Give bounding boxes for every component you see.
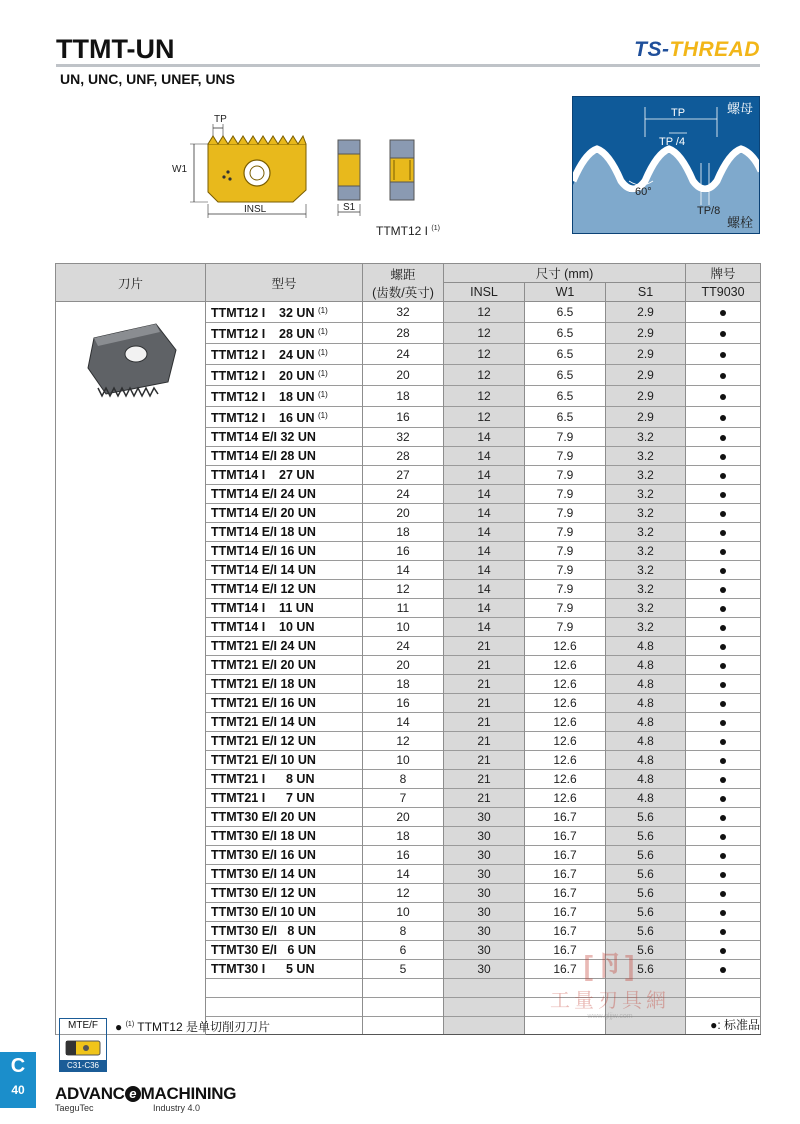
insl-cell: 21	[444, 637, 525, 656]
grade-cell	[686, 599, 761, 618]
s1-cell: 5.6	[606, 941, 686, 960]
model-cell: TTMT21 E/I 14 UN	[206, 713, 363, 732]
insl-cell: 30	[444, 884, 525, 903]
w1-cell: 16.7	[525, 827, 606, 846]
pitch-cell: 20	[363, 504, 444, 523]
standard-dot-icon	[720, 758, 726, 764]
grade-cell	[686, 504, 761, 523]
model-cell: TTMT12 I 32 UN $^{(1)}$	[206, 302, 363, 323]
standard-dot-icon	[720, 331, 726, 337]
pitch-cell: 8	[363, 922, 444, 941]
standard-dot-icon	[720, 352, 726, 358]
s1-cell: 5.6	[606, 922, 686, 941]
w1-cell: 12.6	[525, 789, 606, 808]
w1-cell: 16.7	[525, 865, 606, 884]
w1-cell: 16.7	[525, 922, 606, 941]
w1-cell: 7.9	[525, 542, 606, 561]
standard-dot-icon	[720, 929, 726, 935]
w1-cell: 6.5	[525, 302, 606, 323]
w1-cell: 16.7	[525, 960, 606, 979]
standard-dot-icon	[720, 834, 726, 840]
insl-label: INSL	[244, 204, 267, 215]
pitch-cell	[363, 979, 444, 998]
model-cell: TTMT21 I 7 UN	[206, 789, 363, 808]
standard-dot-icon	[720, 720, 726, 726]
thread-profile-diagram	[572, 96, 760, 234]
s1-cell: 5.6	[606, 903, 686, 922]
grade-cell	[686, 637, 761, 656]
pitch-cell: 7	[363, 789, 444, 808]
s1-cell: 3.2	[606, 580, 686, 599]
insl-cell: 30	[444, 846, 525, 865]
grade-cell	[686, 485, 761, 504]
model-cell: TTMT14 I 10 UN	[206, 618, 363, 637]
standard-dot-icon	[720, 606, 726, 612]
pitch-cell: 32	[363, 428, 444, 447]
insl-cell: 14	[444, 561, 525, 580]
s1-cell: 5.6	[606, 846, 686, 865]
s1-cell: 5.6	[606, 827, 686, 846]
grade-cell	[686, 827, 761, 846]
w1-cell: 7.9	[525, 504, 606, 523]
pitch-cell: 32	[363, 302, 444, 323]
s1-cell: 4.8	[606, 637, 686, 656]
pitch-cell: 16	[363, 846, 444, 865]
w1-cell: 12.6	[525, 656, 606, 675]
pitch-cell: 16	[363, 407, 444, 428]
s1-cell: 4.8	[606, 713, 686, 732]
w1-cell: 7.9	[525, 618, 606, 637]
s1-cell: 4.8	[606, 656, 686, 675]
standard-dot-icon	[720, 891, 726, 897]
standard-dot-icon	[720, 739, 726, 745]
grade-cell	[686, 694, 761, 713]
w1-cell: 7.9	[525, 580, 606, 599]
grade-cell	[686, 618, 761, 637]
w1-cell: 12.6	[525, 694, 606, 713]
pitch-cell: 14	[363, 561, 444, 580]
w1-cell: 7.9	[525, 523, 606, 542]
standard-dot-icon	[720, 473, 726, 479]
section-tab: C 40	[0, 1052, 36, 1108]
pitch-cell: 11	[363, 599, 444, 618]
insl-cell: 14	[444, 485, 525, 504]
pitch-cell: 18	[363, 675, 444, 694]
model-cell: TTMT14 E/I 20 UN	[206, 504, 363, 523]
model-cell: TTMT14 I 11 UN	[206, 599, 363, 618]
tp-label: TP	[214, 114, 227, 125]
insl-cell: 21	[444, 713, 525, 732]
w1-cell: 7.9	[525, 485, 606, 504]
s1-cell: 3.2	[606, 523, 686, 542]
model-cell: TTMT14 E/I 16 UN	[206, 542, 363, 561]
w1-cell: 7.9	[525, 447, 606, 466]
standard-dot-icon	[720, 948, 726, 954]
pitch-cell: 24	[363, 637, 444, 656]
s1-cell: 3.2	[606, 428, 686, 447]
thread-tp-label: TP	[671, 107, 686, 119]
model-cell: TTMT14 I 27 UN	[206, 466, 363, 485]
nut-label: 螺母	[727, 102, 754, 117]
w1-cell: 16.7	[525, 903, 606, 922]
w1-label: W1	[172, 164, 187, 175]
bolt-label: 螺栓	[727, 216, 754, 231]
insl-cell	[444, 979, 525, 998]
grade-cell	[686, 386, 761, 407]
s1-cell: 2.9	[606, 323, 686, 344]
thread-standards: UN, UNC, UNF, UNEF, UNS	[60, 71, 236, 87]
model-cell: TTMT12 I 16 UN $^{(1)}$	[206, 407, 363, 428]
s1-cell: 5.6	[606, 865, 686, 884]
pitch-cell: 10	[363, 751, 444, 770]
grade-cell	[686, 675, 761, 694]
standard-dot-icon	[720, 454, 726, 460]
insl-cell: 14	[444, 447, 525, 466]
insl-cell: 12	[444, 365, 525, 386]
standard-dot-icon	[720, 310, 726, 316]
s1-cell: 3.2	[606, 485, 686, 504]
grade-cell	[686, 561, 761, 580]
insl-cell	[444, 997, 525, 1016]
w1-cell: 12.6	[525, 732, 606, 751]
mte-reference-box[interactable]: MTE/F C31-C36	[59, 1018, 107, 1072]
standard-legend: ●: 标准品	[710, 1018, 760, 1032]
model-cell: TTMT21 E/I 20 UN	[206, 656, 363, 675]
model-cell: TTMT14 E/I 14 UN	[206, 561, 363, 580]
s1-cell: 5.6	[606, 808, 686, 827]
header-grade: 牌号	[686, 264, 761, 283]
pitch-cell	[363, 997, 444, 1016]
s1-cell: 5.6	[606, 960, 686, 979]
standard-dot-icon	[720, 796, 726, 802]
model-cell: TTMT14 E/I 18 UN	[206, 523, 363, 542]
model-cell: TTMT14 E/I 28 UN	[206, 447, 363, 466]
w1-cell: 16.7	[525, 941, 606, 960]
standard-dot-icon	[720, 701, 726, 707]
model-cell: TTMT30 E/I 18 UN	[206, 827, 363, 846]
insl-cell: 12	[444, 302, 525, 323]
w1-cell: 16.7	[525, 884, 606, 903]
s1-cell: 5.6	[606, 884, 686, 903]
pitch-cell: 16	[363, 694, 444, 713]
diagram-caption: TTMT12 I $^{(1)}$	[376, 224, 440, 238]
s1-cell: 4.8	[606, 675, 686, 694]
grade-cell	[686, 960, 761, 979]
standard-dot-icon	[720, 587, 726, 593]
header-grade-name: TT9030	[686, 283, 761, 302]
insl-cell: 14	[444, 542, 525, 561]
pitch-cell: 18	[363, 523, 444, 542]
model-cell: TTMT14 E/I 32 UN	[206, 428, 363, 447]
w1-cell: 12.6	[525, 675, 606, 694]
s1-cell: 4.8	[606, 732, 686, 751]
w1-cell: 16.7	[525, 846, 606, 865]
insl-cell: 12	[444, 386, 525, 407]
insl-cell: 21	[444, 694, 525, 713]
pitch-cell: 20	[363, 656, 444, 675]
insl-cell: 30	[444, 827, 525, 846]
header-dims: 尺寸 (mm)	[444, 264, 686, 283]
tagline: Industry 4.0	[153, 1103, 201, 1113]
standard-dot-icon	[720, 663, 726, 669]
s1-cell: 3.2	[606, 561, 686, 580]
grade-cell	[686, 884, 761, 903]
standard-dot-icon	[720, 415, 726, 421]
model-cell: TTMT21 E/I 10 UN	[206, 751, 363, 770]
w1-cell: 7.9	[525, 428, 606, 447]
grade-cell	[686, 580, 761, 599]
w1-cell: 7.9	[525, 561, 606, 580]
insl-cell: 30	[444, 960, 525, 979]
pitch-cell: 6	[363, 941, 444, 960]
insl-cell: 30	[444, 922, 525, 941]
grade-cell	[686, 846, 761, 865]
brand-logo: TS-THREAD	[634, 38, 760, 61]
w1-cell: 12.6	[525, 751, 606, 770]
grade-cell	[686, 302, 761, 323]
model-cell: TTMT30 E/I 14 UN	[206, 865, 363, 884]
grade-cell	[686, 323, 761, 344]
model-cell: TTMT21 E/I 24 UN	[206, 637, 363, 656]
insl-cell: 12	[444, 344, 525, 365]
s1-cell: 4.8	[606, 751, 686, 770]
s1-cell: 3.2	[606, 447, 686, 466]
s1-cell: 4.8	[606, 770, 686, 789]
standard-dot-icon	[720, 394, 726, 400]
insert-spec-table	[55, 263, 761, 1035]
s1-cell: 3.2	[606, 618, 686, 637]
grade-cell	[686, 751, 761, 770]
standard-dot-icon	[720, 549, 726, 555]
grade-cell	[686, 979, 761, 998]
pitch-cell: 20	[363, 365, 444, 386]
advance-machining-logo: ADVANC e MACHINING	[55, 1084, 237, 1103]
insl-cell: 14	[444, 504, 525, 523]
grade-cell	[686, 770, 761, 789]
standard-dot-icon	[720, 373, 726, 379]
insl-cell: 21	[444, 751, 525, 770]
grade-cell	[686, 523, 761, 542]
insl-cell: 14	[444, 428, 525, 447]
pitch-cell: 12	[363, 580, 444, 599]
s1-cell: 2.9	[606, 365, 686, 386]
header-insert: 刀片	[56, 264, 206, 302]
grade-cell	[686, 903, 761, 922]
w1-cell: 6.5	[525, 386, 606, 407]
w1-cell: 6.5	[525, 344, 606, 365]
grade-cell	[686, 466, 761, 485]
model-cell: TTMT21 E/I 12 UN	[206, 732, 363, 751]
s1-cell: 4.8	[606, 694, 686, 713]
insl-cell: 21	[444, 732, 525, 751]
pitch-cell: 14	[363, 865, 444, 884]
grade-cell	[686, 732, 761, 751]
standard-dot-icon	[720, 967, 726, 973]
w1-cell: 7.9	[525, 599, 606, 618]
grade-cell	[686, 447, 761, 466]
s1-cell: 2.9	[606, 407, 686, 428]
standard-dot-icon	[720, 625, 726, 631]
w1-cell: 12.6	[525, 770, 606, 789]
insl-cell: 30	[444, 941, 525, 960]
standard-dot-icon	[720, 530, 726, 536]
standard-dot-icon	[720, 682, 726, 688]
grade-cell	[686, 997, 761, 1016]
standard-dot-icon	[720, 777, 726, 783]
w1-cell: 7.9	[525, 466, 606, 485]
insl-cell: 12	[444, 407, 525, 428]
insl-cell: 21	[444, 770, 525, 789]
model-cell: TTMT21 E/I 16 UN	[206, 694, 363, 713]
model-cell: TTMT21 I 8 UN	[206, 770, 363, 789]
pitch-cell: 24	[363, 344, 444, 365]
pitch-cell: 18	[363, 386, 444, 407]
insl-cell: 14	[444, 466, 525, 485]
insl-cell: 14	[444, 580, 525, 599]
grade-cell	[686, 865, 761, 884]
grade-cell	[686, 365, 761, 386]
model-cell: TTMT14 E/I 12 UN	[206, 580, 363, 599]
insl-cell	[444, 1016, 525, 1035]
insl-cell: 14	[444, 618, 525, 637]
pitch-cell: 24	[363, 485, 444, 504]
grade-cell	[686, 922, 761, 941]
grade-cell	[686, 344, 761, 365]
holder-icon	[64, 1035, 102, 1059]
w1-cell: 6.5	[525, 365, 606, 386]
pitch-cell: 18	[363, 827, 444, 846]
model-cell: TTMT12 I 28 UN $^{(1)}$	[206, 323, 363, 344]
model-cell: TTMT30 E/I 16 UN	[206, 846, 363, 865]
pitch-cell: 12	[363, 884, 444, 903]
standard-dot-icon	[720, 511, 726, 517]
s1-cell: 3.2	[606, 466, 686, 485]
standard-dot-icon	[720, 435, 726, 441]
model-cell: TTMT30 E/I 10 UN	[206, 903, 363, 922]
company-name: TaeguTec	[55, 1103, 94, 1113]
model-cell: TTMT21 E/I 18 UN	[206, 675, 363, 694]
model-cell: TTMT12 I 24 UN $^{(1)}$	[206, 344, 363, 365]
pitch-cell: 5	[363, 960, 444, 979]
model-cell: TTMT12 I 18 UN $^{(1)}$	[206, 386, 363, 407]
grade-cell	[686, 808, 761, 827]
grade-cell	[686, 941, 761, 960]
w1-cell: 12.6	[525, 713, 606, 732]
grade-cell	[686, 428, 761, 447]
s1-label: S1	[343, 202, 356, 213]
standard-dot-icon	[720, 644, 726, 650]
watermark-logo: [卪]	[583, 950, 637, 981]
pitch-cell: 28	[363, 447, 444, 466]
title-divider	[56, 64, 760, 67]
page-title: TTMT-UN	[56, 34, 175, 64]
insl-cell: 14	[444, 599, 525, 618]
model-cell	[206, 997, 363, 1016]
grade-cell	[686, 542, 761, 561]
w1-cell: 12.6	[525, 637, 606, 656]
insl-cell: 21	[444, 789, 525, 808]
pitch-cell: 10	[363, 618, 444, 637]
header-s1: S1	[606, 283, 686, 302]
grade-cell	[686, 407, 761, 428]
standard-dot-icon	[720, 872, 726, 878]
model-cell: TTMT30 E/I 20 UN	[206, 808, 363, 827]
grade-cell	[686, 789, 761, 808]
model-cell: TTMT14 E/I 24 UN	[206, 485, 363, 504]
page-number: 40	[11, 1083, 25, 1097]
s1-cell: 3.2	[606, 504, 686, 523]
standard-dot-icon	[720, 815, 726, 821]
w1-cell: 16.7	[525, 808, 606, 827]
standard-dot-icon	[720, 568, 726, 574]
grade-cell	[686, 713, 761, 732]
insl-cell: 30	[444, 903, 525, 922]
model-cell: TTMT30 E/I 12 UN	[206, 884, 363, 903]
header-model: 型号	[206, 264, 363, 302]
header-pitch: 螺距 (齿数/英寸)	[363, 264, 444, 302]
insert-dimension-diagram	[168, 112, 438, 224]
s1-cell: 2.9	[606, 302, 686, 323]
thread-angle-label: 60°	[635, 186, 652, 198]
model-cell: TTMT30 I 5 UN	[206, 960, 363, 979]
insert-image	[76, 316, 186, 402]
model-cell: TTMT30 E/I 6 UN	[206, 941, 363, 960]
standard-dot-icon	[720, 492, 726, 498]
w1-cell: 6.5	[525, 323, 606, 344]
model-cell	[206, 979, 363, 998]
thread-tp8-label: TP/8	[697, 205, 721, 217]
standard-dot-icon	[720, 853, 726, 859]
insl-cell: 21	[444, 656, 525, 675]
insl-cell: 12	[444, 323, 525, 344]
model-cell: TTMT30 E/I 8 UN	[206, 922, 363, 941]
insl-cell: 30	[444, 865, 525, 884]
pitch-cell: 16	[363, 542, 444, 561]
insl-cell: 21	[444, 675, 525, 694]
s1-cell: 2.9	[606, 386, 686, 407]
table-row	[56, 302, 761, 323]
pitch-cell: 14	[363, 713, 444, 732]
pitch-cell: 28	[363, 323, 444, 344]
s1-cell: 4.8	[606, 789, 686, 808]
watermark: [卪] 工量刃具網 www.gljjw.com	[540, 944, 680, 1010]
header-w1: W1	[525, 283, 606, 302]
s1-cell: 2.9	[606, 344, 686, 365]
s1-cell: 3.2	[606, 599, 686, 618]
pitch-cell	[363, 1016, 444, 1035]
w1-cell: 6.5	[525, 407, 606, 428]
pitch-cell: 8	[363, 770, 444, 789]
pitch-cell: 20	[363, 808, 444, 827]
model-cell: TTMT12 I 20 UN $^{(1)}$	[206, 365, 363, 386]
insl-cell: 14	[444, 523, 525, 542]
pitch-cell: 10	[363, 903, 444, 922]
thread-tp4-label: TP /4	[659, 136, 686, 148]
insl-cell: 30	[444, 808, 525, 827]
pitch-cell: 27	[363, 466, 444, 485]
footnote: ● $^{(1)}$ TTMT12 是单切削刃刀片	[115, 1020, 270, 1034]
pitch-cell: 12	[363, 732, 444, 751]
insert-photo	[56, 302, 206, 1035]
s1-cell: 3.2	[606, 542, 686, 561]
standard-dot-icon	[720, 910, 726, 916]
header-insl: INSL	[444, 283, 525, 302]
grade-cell	[686, 656, 761, 675]
